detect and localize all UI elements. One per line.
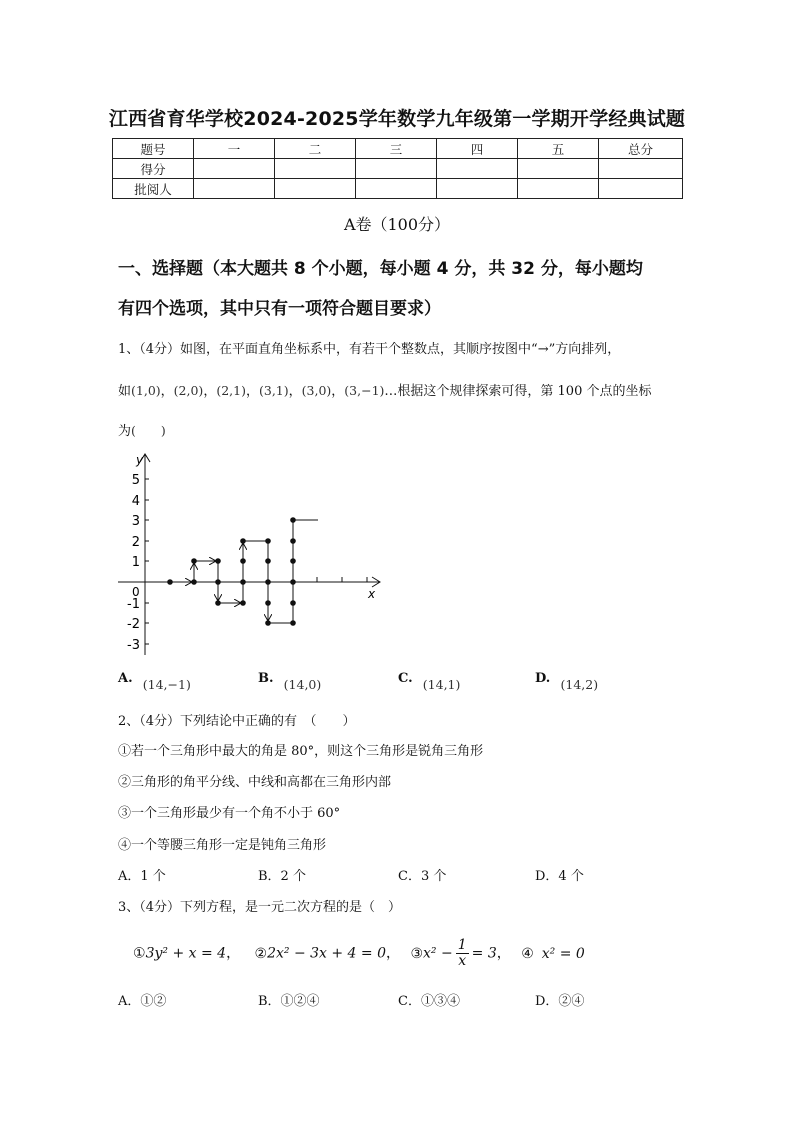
- q2-option-b[interactable]: B．2 个: [258, 869, 306, 884]
- equation-3-right: = 3: [471, 945, 497, 962]
- y-tick-label: 2: [131, 535, 140, 550]
- q2-statement-4: ④一个等腰三角形一定是钝角三角形: [118, 838, 327, 853]
- separator: ，: [496, 945, 511, 962]
- table-cell: 批阅人: [113, 179, 194, 199]
- separator: ，: [288, 384, 302, 399]
- table-cell: 二: [275, 139, 356, 159]
- q3-option-d[interactable]: D．②④: [535, 994, 585, 1009]
- separator: ，: [226, 945, 241, 962]
- table-row: [113, 179, 683, 199]
- equation-4: x² = 0: [541, 945, 585, 962]
- q1-point: (3,−1): [344, 383, 385, 398]
- equation-2: 2x² − 3x + 4 = 0: [267, 945, 387, 962]
- table-cell: 总分: [599, 139, 683, 159]
- table-cell: [599, 159, 683, 179]
- separator: ，: [160, 384, 174, 399]
- table-row: [113, 159, 683, 179]
- table-cell: [356, 159, 437, 179]
- volume-heading: A卷（100分）: [343, 215, 451, 234]
- table-cell: [599, 179, 683, 199]
- q1-point: (2,0): [173, 383, 204, 398]
- table-cell: [194, 159, 275, 179]
- q2-stem: 2、（4分）下列结论中正确的有 （ ）: [118, 714, 356, 729]
- equation-1: 3y² + x = 4: [145, 945, 227, 962]
- fraction-numerator: 1: [457, 937, 467, 953]
- ellipsis: …: [384, 384, 398, 399]
- eq-mark: ②: [254, 945, 268, 962]
- table-cell: 题号: [113, 139, 194, 159]
- table-cell: [356, 179, 437, 199]
- table-cell: [518, 159, 599, 179]
- x-axis-label: x: [368, 587, 376, 601]
- q1-point: (3,1): [258, 383, 289, 398]
- separator: ，: [331, 384, 345, 399]
- point-path: [170, 520, 318, 623]
- option-value: (14,1): [422, 677, 461, 692]
- option-value: (14,−1): [142, 677, 191, 692]
- q3-option-c[interactable]: C．①③④: [398, 994, 460, 1009]
- origin-label: 0: [132, 585, 140, 599]
- table-cell: 得分: [113, 159, 194, 179]
- eq-mark: ④: [521, 945, 534, 962]
- q1-point: (1,0): [131, 383, 161, 398]
- score-table: [112, 138, 683, 199]
- q3-equations: [133, 938, 585, 969]
- integer-points: [167, 517, 296, 626]
- q1-option-c[interactable]: [398, 670, 461, 692]
- table-cell: [437, 159, 518, 179]
- option-value: (14,2): [560, 677, 599, 692]
- q3-stem: 3、（4分）下列方程，是一元二次方程的是（ ）: [118, 900, 402, 915]
- section-heading-line1: 一、选择题（本大题共 8 个小题，每小题 4 分，共 32 分，每小题均: [118, 259, 643, 279]
- q1-option-b[interactable]: [258, 670, 322, 692]
- q2-option-c[interactable]: C．3 个: [398, 869, 447, 884]
- q3-option-b[interactable]: B．①②④: [258, 994, 320, 1009]
- eq-mark: ①: [133, 945, 146, 962]
- y-tick-label: 3: [131, 514, 140, 529]
- table-cell: 三: [356, 139, 437, 159]
- equation-3-fraction: [456, 938, 469, 969]
- y-tick-label: -2: [127, 617, 140, 632]
- q1-point: (2,1): [216, 383, 246, 398]
- y-tick-label: -1: [127, 597, 140, 612]
- separator: ，: [386, 945, 401, 962]
- q1-suffix: 根据这个规律探索可得，第 100 个点的坐标: [397, 384, 652, 399]
- fraction-denominator: x: [458, 953, 467, 969]
- option-value: (14,0): [283, 677, 322, 692]
- q1-option-d[interactable]: [535, 670, 599, 692]
- q1-line3: 为: [118, 424, 132, 439]
- page-title: 江西省育华学校2024-2025学年数学九年级第一学期开学经典试题: [108, 108, 686, 130]
- table-cell: [194, 179, 275, 199]
- q2-statement-2: ②三角形的角平分线、中线和高都在三角形内部: [118, 775, 392, 790]
- y-tick-label: -3: [127, 638, 140, 653]
- q1-stem-line3: [118, 420, 166, 439]
- separator: ，: [203, 384, 217, 399]
- q2-option-a[interactable]: A．1 个: [118, 869, 166, 884]
- q3-option-a[interactable]: A．①②: [118, 994, 167, 1009]
- option-label: A.: [118, 671, 133, 686]
- table-cell: [437, 179, 518, 199]
- table-row: [113, 139, 683, 159]
- option-label: C.: [398, 671, 413, 686]
- q1-prefix: 如: [118, 384, 132, 399]
- table-cell: [275, 179, 356, 199]
- q1-option-a[interactable]: [118, 670, 191, 692]
- section-heading-line2: 有四个选项，其中只有一项符合题目要求）: [118, 299, 441, 319]
- equation-3-left: x² −: [423, 945, 453, 962]
- y-tick-label: 4: [131, 494, 140, 509]
- separator: ，: [245, 384, 259, 399]
- q2-statement-3: ③一个三角形最少有一个角不小于 60°: [118, 806, 341, 821]
- y-axis-label: y: [136, 453, 144, 467]
- table-cell: 五: [518, 139, 599, 159]
- table-cell: [275, 159, 356, 179]
- table-cell: [518, 179, 599, 199]
- q1-stem-line1: 1、（4分）如图，在平面直角坐标系中，有若干个整数点，其顺序按图中“→”方向排列，: [118, 342, 621, 357]
- y-tick-label: 5: [131, 473, 140, 488]
- y-tick-label: 1: [131, 555, 140, 570]
- table-cell: 一: [194, 139, 275, 159]
- q1-point: (3,0): [301, 383, 332, 398]
- q2-option-d[interactable]: D．4 个: [535, 869, 584, 884]
- q2-statement-1: ①若一个三角形中最大的角是 80°，则这个三角形是锐角三角形: [118, 744, 484, 759]
- answer-blank: ( ): [131, 423, 166, 438]
- q1-coordinate-graph: [118, 450, 388, 660]
- table-cell: 四: [437, 139, 518, 159]
- eq-mark: ③: [410, 945, 424, 962]
- q1-stem-line2: [118, 380, 651, 399]
- option-label: B.: [258, 671, 274, 686]
- option-label: D.: [535, 671, 551, 686]
